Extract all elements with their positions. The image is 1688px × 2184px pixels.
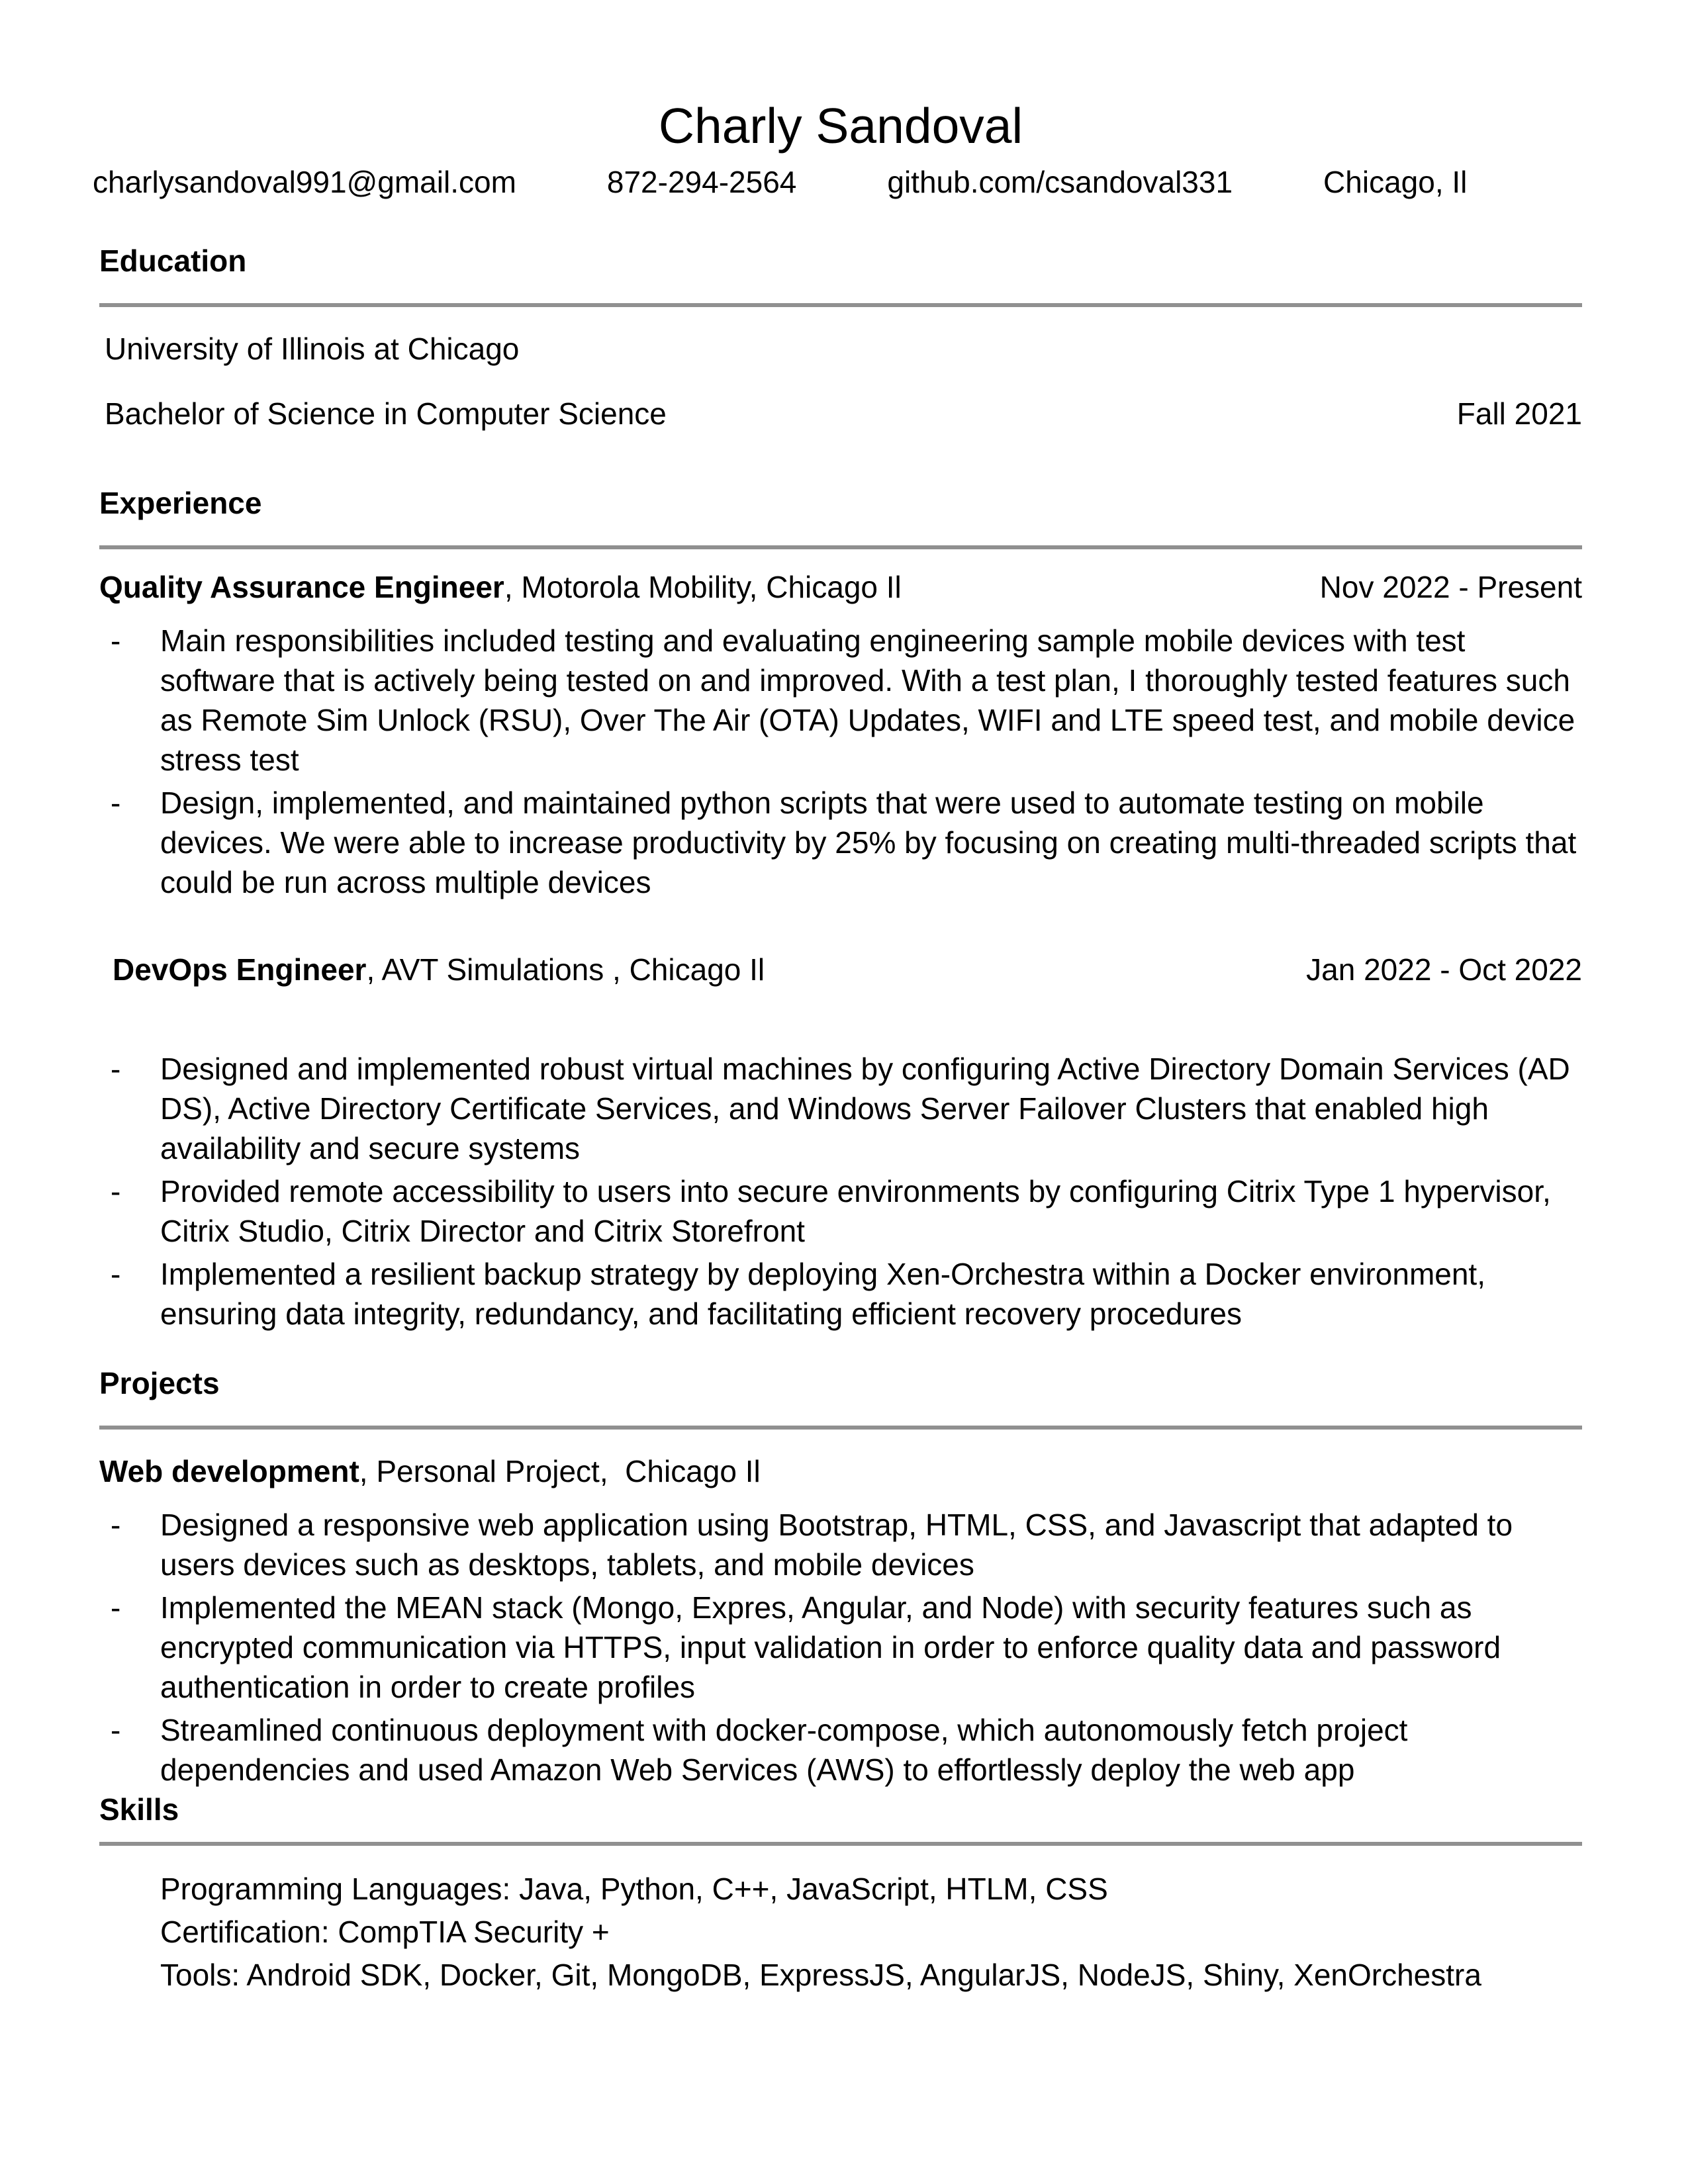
job-company-location-devops: , AVT Simulations , Chicago Il (366, 952, 765, 987)
education-school: University of Illinois at Chicago (105, 332, 520, 366)
bullet-text: Designed and implemented robust virtual machines by configuring Active Directory Domain Services (AD DS), Active Directory Certificate Services, and Windows Server Failover Clusters that enabled high availability and secure systems (160, 1052, 1570, 1165)
section-title-education: Education (99, 244, 247, 278)
bullet-item (99, 1588, 1582, 1707)
projects-divider (99, 1426, 1582, 1430)
skills-list (99, 1868, 1582, 1997)
section-title-projects: Projects (99, 1366, 220, 1400)
bullet-item (99, 1710, 1582, 1790)
job-title-row-devops (99, 950, 1582, 989)
bullet-marker: - (111, 1508, 121, 1542)
job-title-row-qa (99, 567, 1582, 607)
job-role-qa: Quality Assurance Engineer (99, 570, 504, 604)
bullet-marker: - (111, 623, 121, 658)
section-title-skills: Skills (99, 1792, 179, 1827)
contact-phone: 872-294-2564 (606, 165, 797, 199)
bullet-text: Main responsibilities included testing and evaluating engineering sample mobile devices with test software that is actively being tested on and improved. With a test plan, I thoroughly tested features such as Remote Sim Unlock (RSU), Over The Air (OTA) Updates, WIFI and LTE speed test, and mobile device stress test (160, 623, 1575, 777)
bullet-marker: - (111, 786, 121, 820)
project-title-row (99, 1451, 1582, 1491)
bullet-item (99, 1049, 1582, 1168)
job-bullet-list-qa (99, 621, 1582, 902)
bullet-marker: - (111, 1713, 121, 1747)
project-meta: , Personal Project, Chicago Il (359, 1454, 761, 1488)
education-degree-row (99, 394, 1582, 433)
contact-email: charlysandoval991@gmail.com (93, 165, 516, 199)
contact-github: github.com/csandoval331 (887, 165, 1233, 199)
bullet-item (99, 1171, 1582, 1251)
bullet-marker: - (111, 1257, 121, 1291)
bullet-text: Implemented the MEAN stack (Mongo, Expres, Angular, and Node) with security features such as encrypted communication via HTTPS, input validation in order to enforce quality data and password authentication in order to create profiles (160, 1590, 1501, 1704)
bullet-marker: - (111, 1174, 121, 1208)
experience-divider (99, 545, 1582, 549)
job-title-devops (113, 950, 765, 989)
skills-divider (99, 1842, 1582, 1846)
bullet-text: Streamlined continuous deployment with docker-compose, which autonomously fetch project dependencies and used Amazon Web Services (AWS) to effortlessly deploy the web app (160, 1713, 1408, 1787)
bullet-item (99, 621, 1582, 780)
job-title-qa (99, 567, 902, 607)
project-title (99, 1454, 761, 1488)
education-date: Fall 2021 (1456, 396, 1582, 431)
project-bullet-list (99, 1505, 1582, 1790)
skills-line-certification: Certification: CompTIA Security + (160, 1915, 610, 1949)
bullet-text: Designed a responsive web application using Bootstrap, HTML, CSS, and Javascript that adapted to users devices such as desktops, tablets, and mobile devices (160, 1508, 1513, 1582)
skills-line-languages: Programming Languages: Java, Python, C++, JavaScript, HTLM, CSS (160, 1872, 1108, 1906)
contact-location: Chicago, Il (1323, 165, 1468, 199)
bullet-text: Design, implemented, and maintained python scripts that were used to automate testing on mobile devices. We were able to increase productivity by 25% by focusing on creating multi-threaded scripts that could be run across multiple devices (160, 786, 1577, 899)
bullet-item (99, 1254, 1582, 1334)
job-dates-devops: Jan 2022 - Oct 2022 (1306, 952, 1582, 987)
skills-line-tools: Tools: Android SDK, Docker, Git, MongoDB, ExpressJS, AngularJS, NodeJS, Shiny, XenOrchestra (160, 1958, 1481, 1992)
bullet-marker: - (111, 1052, 121, 1086)
bullet-text: Provided remote accessibility to users into secure environments by configuring Citrix Type 1 hypervisor, Citrix Studio, Citrix Director and Citrix Storefront (160, 1174, 1551, 1248)
section-title-experience: Experience (99, 486, 262, 520)
education-degree: Bachelor of Science in Computer Science (105, 396, 667, 431)
bullet-item (99, 1505, 1582, 1584)
bullet-item (99, 783, 1582, 902)
project-name: Web development (99, 1454, 359, 1488)
job-company-location-qa: , Motorola Mobility, Chicago Il (504, 570, 902, 604)
contact-row (93, 162, 1582, 202)
education-divider (99, 303, 1582, 307)
bullet-text: Implemented a resilient backup strategy by deploying Xen-Orchestra within a Docker environment, ensuring data integrity, redundancy, and facilitating efficient recovery procedures (160, 1257, 1485, 1331)
bullet-marker: - (111, 1590, 121, 1625)
job-bullet-list-devops (99, 1049, 1582, 1334)
job-dates-qa: Nov 2022 - Present (1319, 570, 1582, 604)
candidate-name: Charly Sandoval (658, 98, 1023, 154)
job-role-devops: DevOps Engineer (113, 952, 367, 987)
